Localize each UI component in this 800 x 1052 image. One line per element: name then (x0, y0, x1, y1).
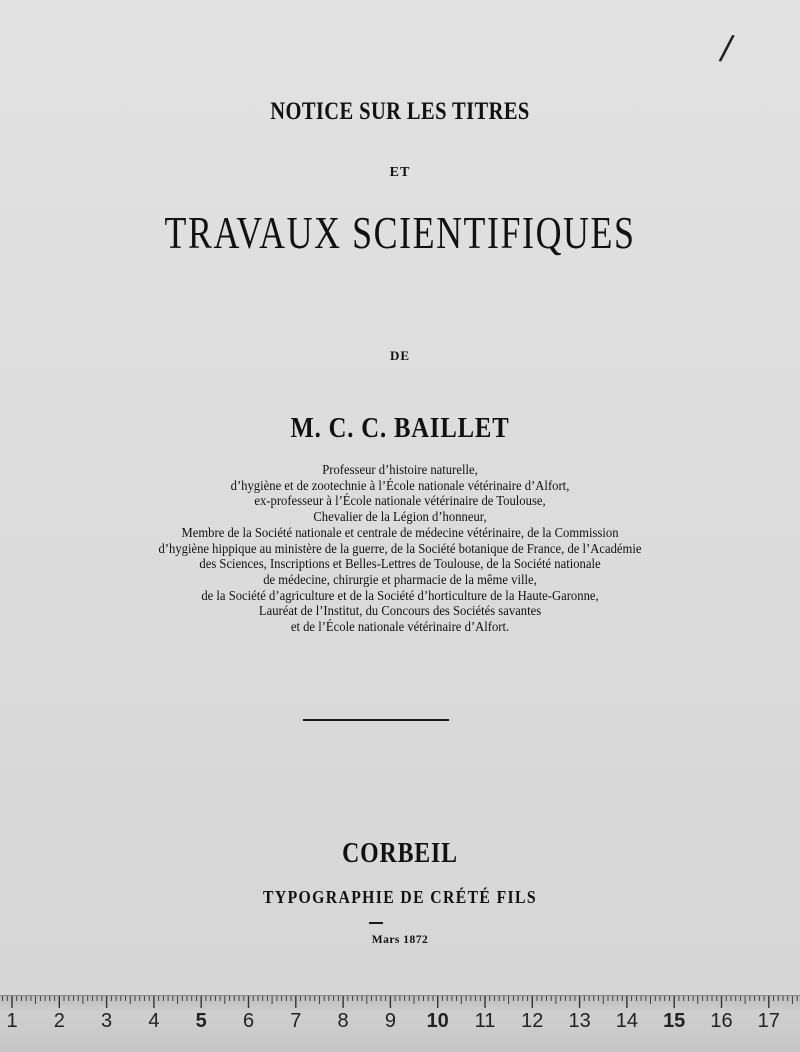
title-preposition: DE (389, 348, 411, 363)
ruler-number: 14 (615, 1010, 639, 1032)
title-line: d’hygiène hippique au ministère de la guerre, de la Société botanique de France, de l’Académie (158, 540, 642, 556)
handwritten-mark: / (717, 27, 736, 69)
title-conjunction: ET (389, 165, 411, 180)
ruler-number: 1 (6, 1010, 18, 1032)
title-line: d’hygiène et de zootechnie à l’École nationale vétérinaire d’Alfort, (230, 477, 570, 493)
title-line-2: TRAVAUX SCIENTIFIQUES (164, 207, 636, 258)
title-line: et de l’École nationale vétérinaire d’Alfort. (290, 619, 510, 635)
ruler-number: 10 (426, 1010, 449, 1032)
author-titles (0, 462, 800, 635)
title-line: de médecine, chirurgie et pharmacie de la même ville, (263, 571, 537, 587)
bleed-through-heading (100, 316, 106, 350)
author-name: M. C. C. BAILLET (290, 412, 510, 444)
ruler-number: 12 (521, 1010, 544, 1032)
title-line: Professeur d’histoire naturelle, (322, 462, 478, 477)
ruler-number: 9 (384, 1010, 396, 1032)
ruler-number: 3 (101, 1010, 113, 1032)
ruler-number: 5 (195, 1010, 207, 1032)
ruler-number: 8 (337, 1010, 349, 1032)
title-line-1: NOTICE SUR LES TITRES (270, 98, 530, 125)
measuring-ruler (0, 995, 800, 1052)
short-separator (369, 922, 383, 924)
ruler-number: 2 (53, 1010, 65, 1032)
ruler-number: 7 (290, 1010, 302, 1032)
title-line: ex-professeur à l’École nationale vétérinaire de Toulouse, (254, 493, 546, 509)
title-line: de la Société d’agriculture et de la Société d’horticulture de la Haute-Garonne, (201, 587, 599, 603)
title-line: des Sciences, Inscriptions et Belles-Lettres de Toulouse, de la Société nationale (199, 556, 601, 572)
ruler-number: 16 (710, 1010, 733, 1032)
title-line: Membre de la Société nationale et centrale de médecine vétérinaire, de la Commission (181, 524, 619, 540)
publication-city: CORBEIL (342, 838, 458, 869)
ruler-number: 11 (474, 1010, 496, 1032)
ruler-number: 6 (242, 1010, 255, 1032)
ruler-number: 15 (663, 1010, 686, 1032)
title-line: Chevalier de la Légion d’honneur, (313, 509, 487, 525)
ruler-number: 13 (568, 1010, 591, 1032)
ruler-number: 17 (757, 1010, 780, 1032)
printer-name: TYPOGRAPHIE DE CRÉTÉ FILS (263, 887, 537, 907)
title-line: Lauréat de l’Institut, du Concours des Sociétés savantes (258, 603, 542, 619)
ruler-number: 4 (148, 1010, 160, 1032)
publication-date: Mars 1872 (371, 934, 429, 946)
separator-rule (303, 719, 449, 721)
